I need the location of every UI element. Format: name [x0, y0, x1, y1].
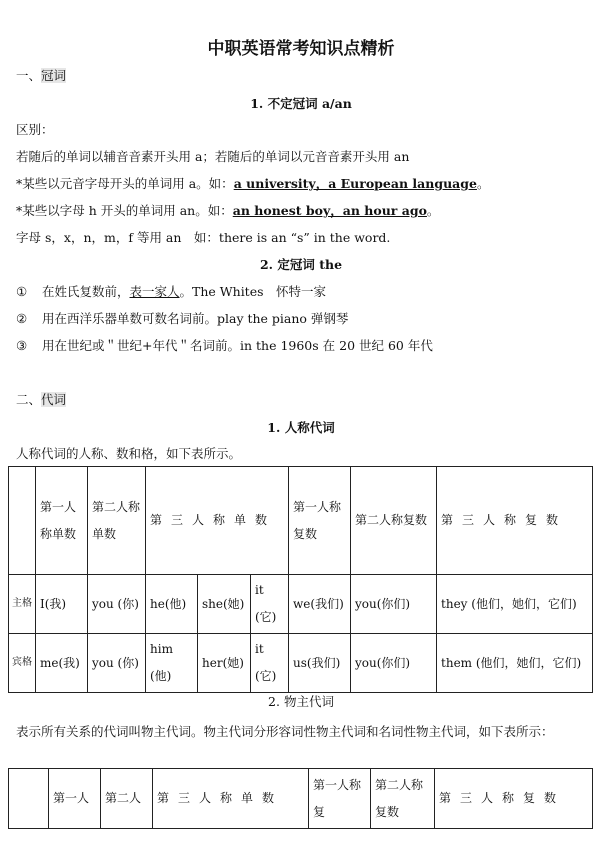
table-cell: you(你们)	[351, 575, 437, 634]
section-heading-pronouns: 二、代词	[16, 392, 67, 407]
table-cell: I(我)	[36, 575, 88, 634]
table-header-row	[9, 467, 593, 575]
table-header: 第二人称复数	[351, 467, 437, 575]
table-header: 第二人	[101, 769, 153, 829]
table-header: 第三人称复数	[435, 769, 593, 829]
article-rule: 若随后的单词以辅音音素开头用 a；若随后的单词以元音音素开头用 an	[16, 149, 410, 164]
table-cell: they (他们，她们，它们)	[437, 575, 593, 634]
possessive-pronoun-table	[8, 768, 593, 829]
table-corner	[9, 769, 49, 829]
table-header: 第一人	[49, 769, 101, 829]
list-item: ③ 用在世纪或＂世纪+年代＂名词前。in the 1960s 在 20 世纪 60 年代	[16, 338, 433, 353]
table-intro: 人称代词的人称、数和格，如下表所示。	[16, 446, 242, 461]
table-cell: them (他们，她们，它们)	[437, 634, 593, 693]
personal-pronoun-table	[8, 466, 593, 693]
subheading-possessive-pronouns: 2. 物主代词	[268, 694, 334, 709]
table-cell: you (你)	[88, 575, 146, 634]
list-item: ② 用在西洋乐器单数可数名词前。play the piano 弹钢琴	[16, 311, 349, 326]
section-heading-articles: 一、冠词	[16, 68, 67, 83]
table-corner	[9, 467, 36, 575]
row-label: 宾格	[9, 634, 36, 693]
table-cell: you(你们)	[351, 634, 437, 693]
subheading-personal-pronouns: 1. 人称代词	[267, 420, 335, 435]
page-title: 中职英语常考知识点精析	[207, 39, 395, 59]
table-header: 第二人称复数	[371, 769, 435, 829]
table-cell: she(她)	[198, 575, 251, 634]
table-header: 第一人称单数	[36, 467, 88, 575]
table-cell: we(我们)	[289, 575, 351, 634]
table-cell: him(他)	[146, 634, 198, 693]
note-h-letter: *某些以字母 h 开头的单词用 an。如：an honest boy，an hour ago。	[16, 203, 440, 218]
table-header: 第二人称单数	[88, 467, 146, 575]
table-cell: us(我们)	[289, 634, 351, 693]
table-cell: me(我)	[36, 634, 88, 693]
subheading-definite-article: 2. 定冠词 the	[259, 257, 343, 272]
subheading-indefinite-article: 1. 不定冠词 a/an	[250, 96, 352, 111]
table-header: 第一人称复数	[289, 467, 351, 575]
table-row	[9, 634, 593, 693]
table-header: 第三人称复数	[437, 467, 593, 575]
row-label: 主格	[9, 575, 36, 634]
table-header: 第三人称单数	[153, 769, 309, 829]
table-header-row	[9, 769, 593, 829]
note-letters: 字母 s，x，n，m，f 等用 an 如：there is an “s” in the word.	[16, 230, 391, 245]
table-header: 第三人称单数	[146, 467, 289, 575]
table-cell: her(她)	[198, 634, 251, 693]
table-cell: you (你)	[88, 634, 146, 693]
table-row	[9, 575, 593, 634]
table-cell: he(他)	[146, 575, 198, 634]
table-header: 第一人称复	[309, 769, 371, 829]
list-item: ① 在姓氏复数前，表一家人。The Whites 怀特一家	[16, 284, 327, 299]
note-vowel-letter: *某些以元音字母开头的单词用 a。如：a university，a European language。	[16, 176, 490, 191]
possessive-intro: 表示所有关系的代词叫物主代词。物主代词分形容词性物主代词和名词性物主代词，如下表所示：	[16, 724, 554, 739]
table-cell: it(它)	[251, 575, 289, 634]
diff-label: 区别：	[16, 122, 54, 137]
table-cell: it(它)	[251, 634, 289, 693]
